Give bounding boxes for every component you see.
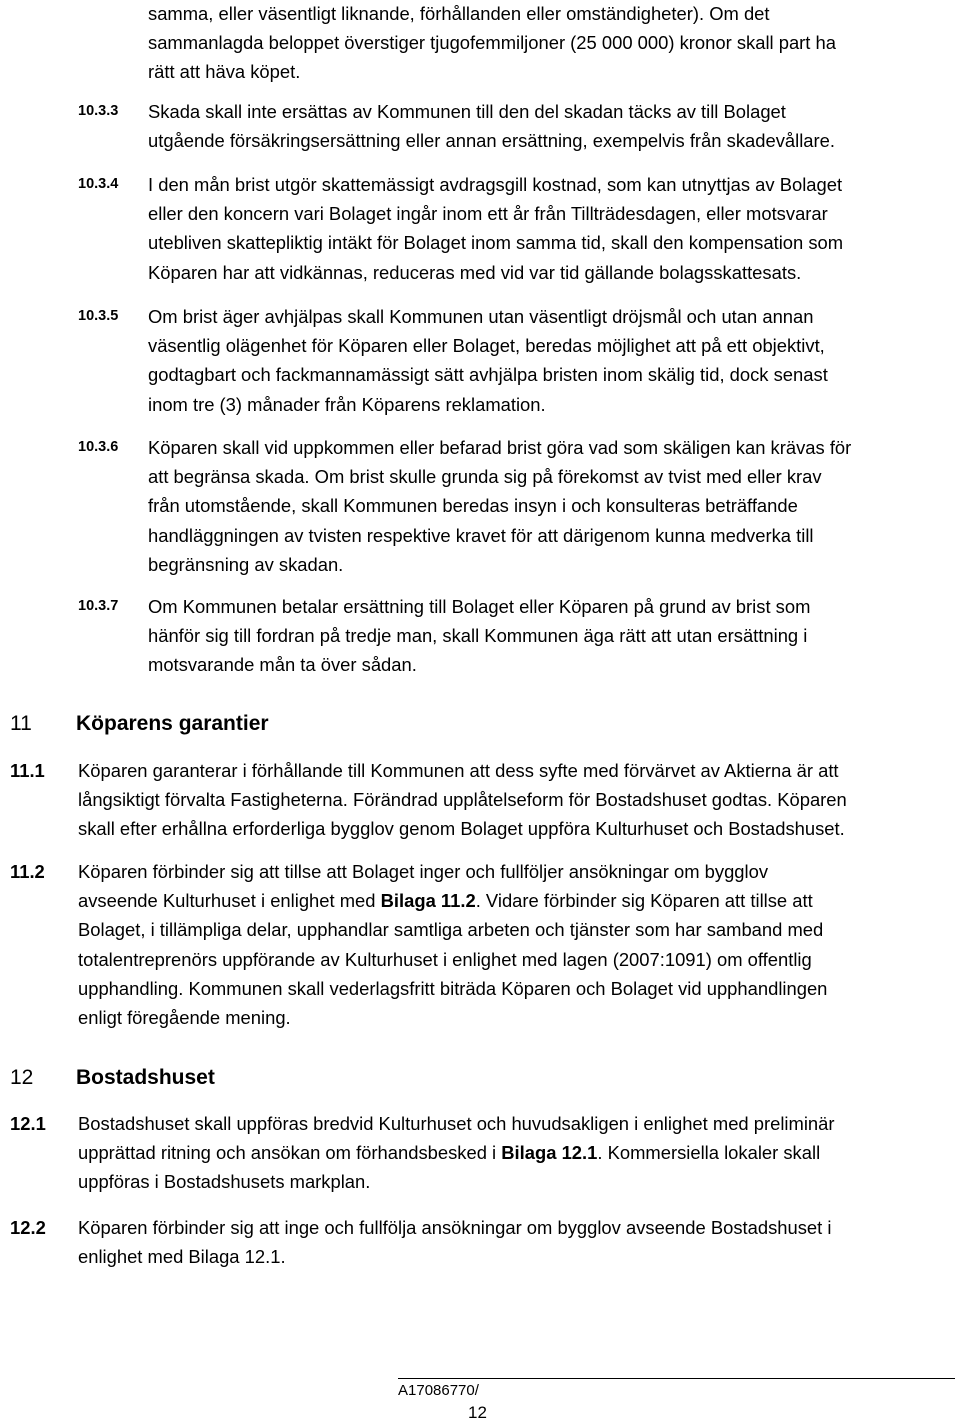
section-number: 12.1 (10, 1113, 46, 1134)
text-line: I den mån brist utgör skattemässigt avdragsgill kostnad, som kan utnyttjas av Bolaget (148, 174, 843, 195)
section-number: 10.3.4 (78, 176, 119, 192)
section-12-1-text (78, 1109, 954, 1197)
text-line: sammanlagda beloppet överstiger tjugofemmiljoner (25 000 000) kronor skall part ha (148, 32, 836, 54)
heading-number: 12 (10, 1066, 34, 1089)
section-number: 11.1 (10, 760, 45, 781)
section-heading-12 (10, 1063, 215, 1092)
section-10-3-6-text (148, 433, 954, 579)
heading-title: Köparens garantier (76, 712, 269, 735)
text-line: Köparen har att vidkännas, reduceras med vid var tid gällande bolagsskattesats. (148, 261, 802, 283)
section-heading-11 (10, 709, 269, 738)
section-10-3-7-text (148, 592, 954, 680)
document-id: A17086770/ (398, 1382, 479, 1399)
text-line: godtagbart och fackmannamässigt sätt avhjälpa bristen inom skälig tid, dock senast (148, 364, 828, 386)
attachment-reference: Bilaga 12.1 (501, 1142, 598, 1164)
section-number: 10.3.3 (78, 103, 119, 119)
section-number: 12.2 (10, 1217, 46, 1238)
section-number: 10.3.7 (78, 598, 119, 614)
section-number: 11.2 (10, 861, 45, 882)
text-line (78, 1138, 954, 1167)
text-line: Köparen skall vid uppkommen eller befarad brist göra vad som skäligen kan krävas för (148, 437, 852, 458)
section-number: 10.3.5 (78, 308, 119, 324)
text-line: handläggningen av tvisten respektive kravet för att därigenom kunna medverka till (148, 524, 814, 546)
text-line: väsentlig olägenhet för Köparen eller Bolaget, beredas möjlighet att på ett objektivt, (148, 335, 825, 357)
section-11-2-text (78, 857, 954, 1032)
text-line: upphandling. Kommunen skall vederlagsfritt biträda Köparen och Bolaget vid upphandlingen (78, 977, 828, 999)
text-line: från utomstående, skall Kommunen beredas insyn i och konsulteras beträffande (148, 495, 798, 517)
text-line: begränsning av skadan. (148, 553, 344, 575)
text-line: Bostadshuset skall uppföras bredvid Kulturhuset och huvudsakligen i enlighet med preliminär (78, 1113, 835, 1134)
text-line: långsiktigt förvalta Fastigheterna. Förändrad upplåtelseform för Bostadshuset godtas. Köparen (78, 789, 847, 811)
intro-paragraph (148, 0, 954, 87)
text-line: utebliven skattepliktig intäkt för Bolaget inom samma tid, skall den kompensation som (148, 232, 844, 254)
text-line: uppföras i Bostadshusets markplan. (78, 1171, 371, 1193)
section-10-3-3-text (148, 97, 954, 155)
text-line: Om brist äger avhjälpas skall Kommunen utan väsentligt dröjsmål och utan annan (148, 306, 814, 327)
text-line: Köparen garanterar i förhållande till Kommunen att dess syfte med förvärvet av Aktierna är att (78, 760, 839, 781)
section-10-3-5-text (148, 302, 954, 419)
text-line: samma, eller väsentligt liknande, förhållanden eller omständigheter). Om det (148, 3, 770, 24)
heading-number: 11 (10, 712, 32, 735)
attachment-reference: Bilaga 11.2 (380, 890, 476, 912)
section-number: 10.3.6 (78, 439, 119, 455)
text-line: Köparen förbinder sig att inge och fullfölja ansökningar om bygglov avseende Bostadshuset i (78, 1217, 832, 1238)
text-line: Om Kommunen betalar ersättning till Bolaget eller Köparen på grund av brist som (148, 596, 811, 617)
text-line: inom tre (3) månader från Köparens reklamation. (148, 393, 546, 415)
text-run: upprättad ritning och ansökan om förhandsbesked i (78, 1142, 502, 1164)
text-line: Skada skall inte ersättas av Kommunen till den del skadan täcks av till Bolaget (148, 101, 786, 122)
text-line: att begränsa skada. Om brist skulle grunda sig på förekomst av tvist med eller krav (148, 466, 822, 488)
heading-title: Bostadshuset (76, 1066, 215, 1089)
text-line: totalentreprenörs uppförande av Kulturhuset i enlighet med lagen (2007:1091) om offentlig (78, 948, 812, 970)
footer-divider (398, 1378, 955, 1379)
section-12-2-text (78, 1213, 954, 1271)
text-line: skall efter erhållna erforderliga bygglov genom Bolaget uppföra Kulturhuset och Bostadshuset. (78, 818, 845, 840)
text-line: enlighet med Bilaga 12.1. (78, 1246, 286, 1268)
text-line: eller den koncern vari Bolaget ingår inom ett år från Tillträdesdagen, eller motsvarar (148, 203, 828, 225)
text-line: hänför sig till fordran på tredje man, skall Kommunen äga rätt att utan ersättning i (148, 625, 808, 647)
page-number: 12 (468, 1403, 487, 1422)
section-11-1-text (78, 756, 954, 844)
text-line (78, 886, 954, 915)
text-run: . Vidare förbinder sig Köparen att tillse att (475, 890, 813, 912)
text-line: enligt föregående mening. (78, 1007, 291, 1029)
text-run: avseende Kulturhuset i enlighet med (78, 890, 381, 912)
text-line: rätt att häva köpet. (148, 61, 301, 83)
text-line: Bolaget, i tillämpliga delar, upphandlar samtliga arbeten och tjänster som har samband med (78, 919, 824, 941)
text-line: utgående försäkringsersättning eller annan ersättning, exempelvis från skadevållare. (148, 130, 835, 152)
text-line: motsvarande mån ta över sådan. (148, 654, 417, 676)
section-10-3-4-text (148, 170, 954, 287)
text-run: . Kommersiella lokaler skall (597, 1142, 821, 1164)
text-line: Köparen förbinder sig att tillse att Bolaget inger och fullföljer ansökningar om bygglov (78, 861, 769, 882)
